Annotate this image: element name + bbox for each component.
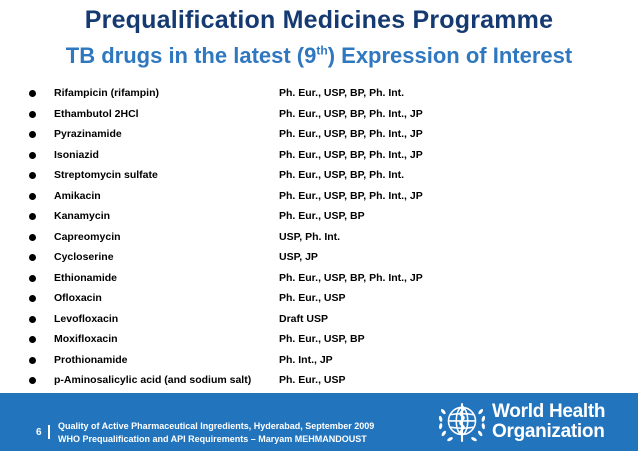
bullet-icon — [29, 172, 36, 179]
bullet-icon — [29, 295, 36, 302]
drug-name: Pyrazinamide — [54, 128, 122, 140]
drug-name: Ofloxacin — [54, 292, 102, 304]
footer-bar — [0, 393, 638, 451]
subtitle-suffix: ) Expression of Interest — [327, 43, 573, 68]
drug-row — [0, 124, 638, 145]
footer-divider — [48, 425, 50, 439]
drug-name: Ethionamide — [54, 271, 118, 284]
page-number: 6 — [36, 427, 42, 438]
drug-name: Amikacin — [54, 189, 101, 202]
drug-pharmacopoeia: Ph. Eur., USP, BP — [279, 210, 365, 222]
footer-event-line: Quality of Active Pharmaceutical Ingredients, Hyderabad, September 2009 — [58, 421, 375, 431]
bullet-icon — [29, 193, 36, 200]
bullet-icon — [29, 213, 36, 220]
drug-row — [0, 309, 638, 330]
drug-name: Streptomycin sulfate — [54, 169, 158, 181]
drug-pharmacopoeia: Ph. Eur., USP, BP, Ph. Int., JP — [279, 189, 423, 202]
drug-pharmacopoeia: USP, Ph. Int. — [279, 230, 341, 243]
who-logo-line2: Organization — [492, 421, 605, 442]
who-logo-line1: World Health — [492, 401, 606, 422]
drug-name: Rifampicin (rifampin) — [54, 87, 160, 99]
drug-row — [0, 104, 638, 125]
drug-row — [0, 186, 638, 207]
bullet-icon — [29, 152, 36, 159]
drug-pharmacopoeia: Ph. Eur., USP — [279, 374, 346, 386]
drug-name: Moxifloxacin — [54, 333, 118, 345]
bullet-icon — [29, 90, 36, 97]
drug-pharmacopoeia: Ph. Eur., USP — [279, 292, 346, 304]
drug-name: Capreomycin — [54, 230, 121, 243]
drug-name: Levofloxacin — [54, 312, 119, 325]
page-subtitle — [0, 40, 638, 72]
drug-name: p-Aminosalicylic acid (and sodium salt) — [54, 374, 252, 386]
drug-row — [0, 350, 638, 371]
bullet-icon — [29, 336, 36, 343]
drug-pharmacopoeia: Ph. Int., JP — [279, 353, 333, 366]
drug-row — [0, 83, 638, 104]
bullet-icon — [29, 316, 36, 323]
bullet-icon — [29, 131, 36, 138]
drug-pharmacopoeia: Ph. Eur., USP, BP, Ph. Int., JP — [279, 107, 423, 120]
who-emblem-icon — [436, 396, 488, 448]
drug-row — [0, 329, 638, 350]
drug-row — [0, 247, 638, 268]
drug-pharmacopoeia: Ph. Eur., USP, BP, Ph. Int. — [279, 169, 405, 181]
drug-name: Prothionamide — [54, 353, 128, 366]
drug-name: Isoniazid — [54, 148, 99, 161]
drug-row — [0, 227, 638, 248]
subtitle-superscript: th — [316, 43, 328, 58]
bullet-icon — [29, 357, 36, 364]
drug-row — [0, 206, 638, 227]
drug-row — [0, 288, 638, 309]
drug-list — [0, 83, 638, 391]
drug-pharmacopoeia: Ph. Eur., USP, BP, Ph. Int. — [279, 87, 405, 99]
subtitle-prefix: TB drugs in the latest (9 — [65, 43, 317, 68]
page-title: Prequalification Medicines Programme — [84, 6, 554, 34]
drug-pharmacopoeia: Ph. Eur., USP, BP — [279, 333, 365, 345]
bullet-icon — [29, 377, 36, 384]
drug-pharmacopoeia: Ph. Eur., USP, BP, Ph. Int., JP — [279, 148, 423, 161]
drug-row — [0, 145, 638, 166]
bullet-icon — [29, 275, 36, 282]
drug-pharmacopoeia: Draft USP — [279, 312, 329, 325]
drug-row — [0, 268, 638, 289]
drug-name: Kanamycin — [54, 210, 111, 222]
drug-pharmacopoeia: Ph. Eur., USP, BP, Ph. Int., JP — [279, 128, 423, 140]
drug-name: Ethambutol 2HCl — [54, 107, 139, 120]
footer-presenter-line: WHO Prequalification and API Requirements – Maryam MEHMANDOUST — [58, 434, 367, 444]
bullet-icon — [29, 111, 36, 118]
drug-row — [0, 370, 638, 391]
bullet-icon — [29, 254, 36, 261]
drug-name: Cycloserine — [54, 251, 114, 263]
drug-row — [0, 165, 638, 186]
drug-pharmacopoeia: USP, JP — [279, 251, 318, 263]
bullet-icon — [29, 234, 36, 241]
drug-pharmacopoeia: Ph. Eur., USP, BP, Ph. Int., JP — [279, 271, 423, 284]
